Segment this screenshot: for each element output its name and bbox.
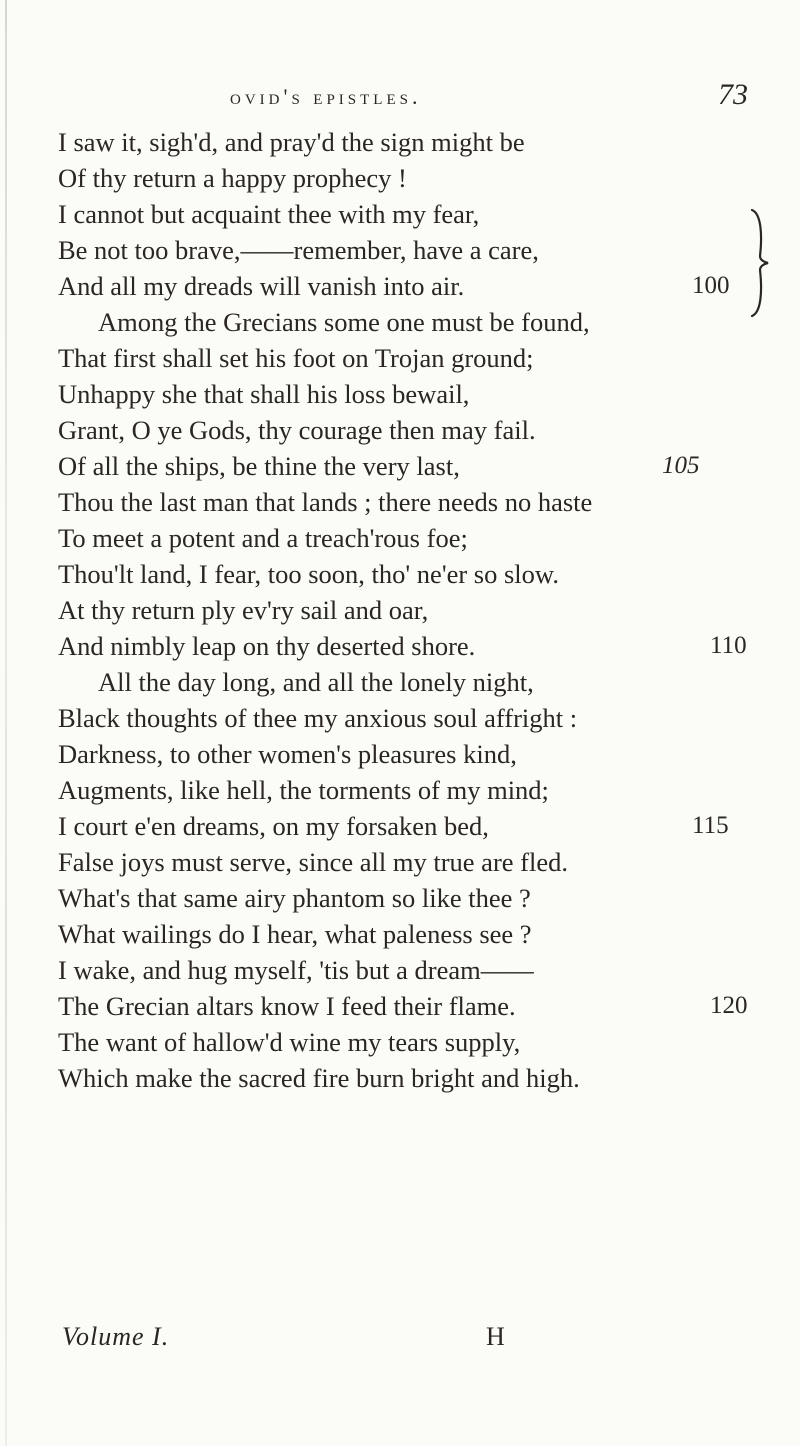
line-text: At thy return ply ev'ry sail and oar, [58,595,429,625]
line-text: Augments, like hell, the torments of my mind; [58,775,549,805]
line-text: Of thy return a happy prophecy ! [58,163,407,193]
line-text: Thou'lt land, I fear, too soon, tho' ne'er so slow. [58,559,559,589]
poem-line [58,520,758,556]
poem-line [98,664,788,700]
poem-line [58,160,758,196]
poem-line [58,988,788,1024]
poem-line [58,340,788,376]
poem-line [58,772,778,808]
poem-line [58,412,758,448]
line-number: 105 [662,452,700,479]
page-header [0,80,800,120]
line-text: And all my dreads will vanish into air. [58,271,465,301]
line-text: False joys must serve, since all my true are fled. [58,847,568,877]
poem-line [58,1024,758,1060]
line-text: Grant, O ye Gods, thy courage then may fail. [58,415,536,445]
line-text: Among the Grecians some one must be found, [98,307,590,337]
poem-line [58,448,758,484]
page-number: 73 [718,78,748,111]
line-text: Unhappy she that shall his loss bewail, [58,379,470,409]
line-text: Of all the ships, be thine the very last, [58,451,460,481]
line-text: To meet a potent and a treach'rous foe; [58,523,468,553]
poem-line [58,700,788,736]
line-text: I saw it, sigh'd, and pray'd the sign might be [58,127,525,157]
triplet-brace [748,208,770,318]
line-text: All the day long, and all the lonely night, [98,667,534,697]
line-text: Black thoughts of thee my anxious soul affright : [58,703,578,733]
line-number: 100 [692,272,730,299]
line-number: 115 [692,812,729,839]
line-text: Which make the sacred fire burn bright and high. [58,1063,580,1093]
line-number: 110 [710,632,747,659]
poem-line [58,124,758,160]
poem-line [58,556,778,592]
line-text: Darkness, to other women's pleasures kind, [58,739,517,769]
sheet-mark: H [486,1322,505,1351]
running-title: ovid's epistles. [230,84,422,109]
line-text: And nimbly leap on thy deserted shore. [58,631,476,661]
line-text: I wake, and hug myself, 'tis but a dream—— [58,955,534,985]
poem-line [58,232,758,268]
line-text: Be not too brave,——remember, have a care, [58,235,539,265]
line-text: What wailings do I hear, what paleness see ? [58,919,532,949]
line-text: Thou the last man that lands ; there needs no haste [58,487,593,517]
poem-line [58,1060,788,1096]
poem-line [58,196,758,232]
line-text: That first shall set his foot on Trojan ground; [58,343,534,373]
poem-line [58,880,758,916]
poem-line [58,844,778,880]
poem-line [58,736,758,772]
line-number: 120 [710,992,748,1019]
line-text: I cannot but acquaint thee with my fear, [58,199,480,229]
poem-line [58,268,758,304]
poem-line [58,376,758,412]
poem-line [58,592,758,628]
line-text: The Grecian altars know I feed their flame. [58,991,516,1021]
volume-signature: Volume I. [62,1322,170,1351]
gutter-edge [5,0,7,1446]
poem-line [98,304,788,340]
page-footer [0,1322,800,1362]
poem-line [58,808,788,844]
poem-line [58,484,788,520]
line-text: The want of hallow'd wine my tears supply, [58,1027,521,1057]
line-text: I court e'en dreams, on my forsaken bed, [58,811,489,841]
poem-line [58,628,788,664]
line-text: What's that same airy phantom so like thee ? [58,883,531,913]
poem-line [58,916,758,952]
poem-line [58,952,758,988]
